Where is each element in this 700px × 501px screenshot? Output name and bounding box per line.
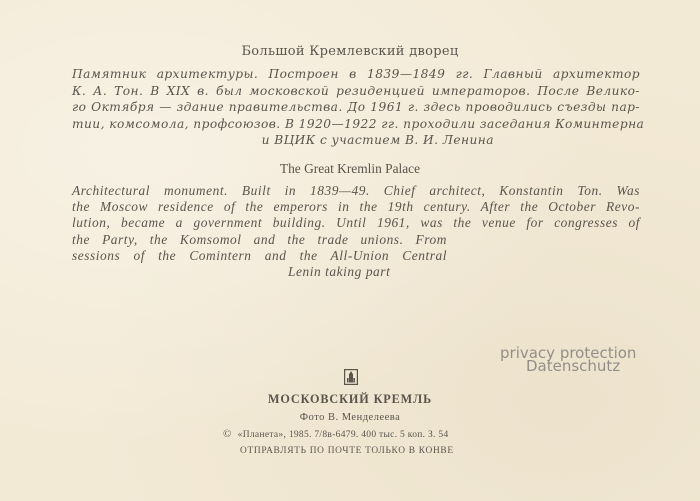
russian-line: и ВЦИК с участием В. И. Ленина [261,133,494,148]
russian-title: Большой Кремлевский дворец [241,44,459,59]
russian-line: го Октября — здание правительства. До 1961 г. здесь проводились съезды пар- [72,100,640,115]
russian-description [72,66,645,149]
english-line: Architectural monument. Built in 1839—49. Chief architect, Konstantin Ton. Was [72,183,640,198]
russian-line: К. А. Тон. В XIX в. был московской резиденцией императоров. После Велико- [72,83,640,98]
english-line: lution, became a government building. Until 1961, was the venue for congresses of [72,215,640,231]
watermark-datenschutz: Datenschutz [526,357,621,375]
mail-instruction: ОТПРАВЛЯТЬ ПО ПОЧТЕ ТОЛЬКО В КОНВЕ [240,446,454,456]
english-line: sessions of the Comintern and the All-Union Central [72,247,447,263]
english-line: the Party, the Komsomol and the trade unions. From [72,231,447,247]
russian-line: Памятник архитектуры. Построен в 1839—1849 гг. Главный архитектор [72,67,640,81]
english-title: The Great Kremlin Palace [279,161,421,176]
copyright-symbol: © [223,428,232,440]
kremlin-tower-logo-icon [344,369,358,385]
imprint-text: «Планета», 1985. 7/8в-6479. 400 тыс. 5 коп. З. 54 [237,430,449,440]
photo-credit: Фото В. Менделеева [299,412,401,423]
watermark-privacy: privacy protection [500,344,637,362]
russian-line: тии, комсомола, профсоюзов. В 1920—1922 гг. проходили заседания Коминтерна [72,116,645,131]
english-line: the Moscow residence of the emperors in the 19th century. After the October Revo- [72,199,640,215]
publisher-imprint [223,428,449,440]
english-line: Lenin taking part [288,264,391,280]
brand-title: МОСКОВСКИЙ КРЕМЛЬ [267,392,433,406]
english-description [72,183,640,280]
